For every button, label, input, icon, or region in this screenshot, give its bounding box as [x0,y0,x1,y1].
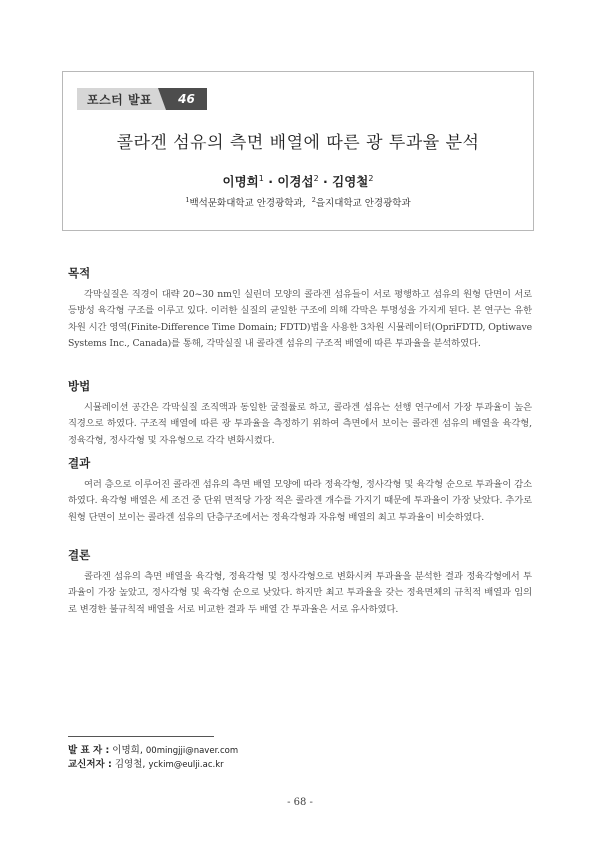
section-body: 콜라겐 섬유의 측면 배열을 육각형, 정육각형 및 정사각형으로 변화시켜 투과율을 분석한 결과 정육각형에서 투과율이 가장 높았고, 정사각형 및 육각형 순으로 낮았다. 하지만 최고 투과율을 갖는 정육면체의 규칙적 배열과 임의로 변경한 불규칙적 배열을 서로 비교한 결과 두 배열 간 투과율은 서로 유사하였다. [68,571,532,615]
author-name: 이명희 [222,174,259,189]
section-body: 각막실질은 직경이 대략 20~30 nm인 실린더 모양의 콜라겐 섬유들이 서로 평행하고 섬유의 원형 단면이 서로 등방성 육각형 구조를 이루고 있다. 이러한 실질의 균일한 구조에 의해 각막은 투명성을 가지게 된다. 본 연구는 유한 차원 시간 영역(Finite-Difference Time Domain; FDTD)법을 사용한 3차원 시뮬레이터(OpriFDTD, Optiwave Systems Inc., Canada)를 통해, 각막실질 내 콜라겐 섬유의 구조적 배열에 따른 투과율을 분석하였다. [68,289,532,350]
presenter-email: 00mingjji@naver.com [145,746,239,756]
corresponding-line [68,756,224,770]
affil-text: 을지대학교 안경광학과 [315,198,411,209]
corresponding-label: 교신저자 : [68,759,112,770]
section-heading: 결론 [68,548,91,562]
presenter-line [68,742,238,756]
author-separator: · [323,174,328,189]
affil-sup: 2 [311,195,316,204]
tag-label: 포스터 발표 [77,88,166,110]
corresponding-name: 김영철, [114,759,146,770]
section-heading: 목적 [68,266,91,280]
author-name: 이경섭 [277,174,314,189]
affiliations [62,195,534,209]
author-name: 김영철 [332,174,369,189]
author-separator: · [268,174,273,189]
presentation-tag [77,88,207,110]
section-conclusion [68,547,532,618]
section-body: 여러 층으로 이루어진 콜라겐 섬유의 측면 배열 모양에 따라 정육각형, 정사각형 및 육각형 순으로 투과율이 감소하였다. 육각형 배열은 세 조건 중 단위 면적당 가장 적은 콜라겐 개수를 가지기 때문에 투과율이 가장 낮았다. 추가로 원형 단면이 보이는 콜라겐 섬유의 단층구조에서는 정육각형과 자유형 배열의 최고 투과율이 비슷하였다. [68,479,532,523]
section-body: 시뮬레이션 공간은 각막실질 조직액과 동일한 굴절률로 하고, 콜라겐 섬유는 선행 연구에서 가장 투과율이 높은 직경으로 하였다. 구조적 배열에 따른 광 투과율을 측정하기 위하여 측면에서 보이는 콜라겐 섬유의 배열을 육각형, 정육각형, 정사각형 및 자유형으로 각각 변화시켰다. [68,402,532,446]
section-purpose [68,265,532,353]
section-method [68,378,532,449]
section-heading: 결과 [68,456,91,470]
presenter-label: 발 표 자 : [68,745,110,756]
presenter-name: 이명희, [112,745,143,756]
author-affil-sup: 2 [368,173,374,183]
corresponding-email: yckim@eulji.ac.kr [148,760,224,770]
tag-number: 46 [166,88,207,110]
author-list [62,172,534,190]
affil-sup: 1 [185,195,190,204]
affil-text: 백석문화대학교 안경광학과, [189,198,306,209]
author-affil-sup: 1 [258,173,264,183]
section-heading: 방법 [68,379,91,393]
author-affil-sup: 2 [313,173,319,183]
paper-title: 콜라겐 섬유의 측면 배열에 따른 광 투과율 분석 [116,133,480,153]
page-number: - 68 - [287,797,313,808]
section-results [68,455,532,526]
footnote-rule [68,736,214,737]
